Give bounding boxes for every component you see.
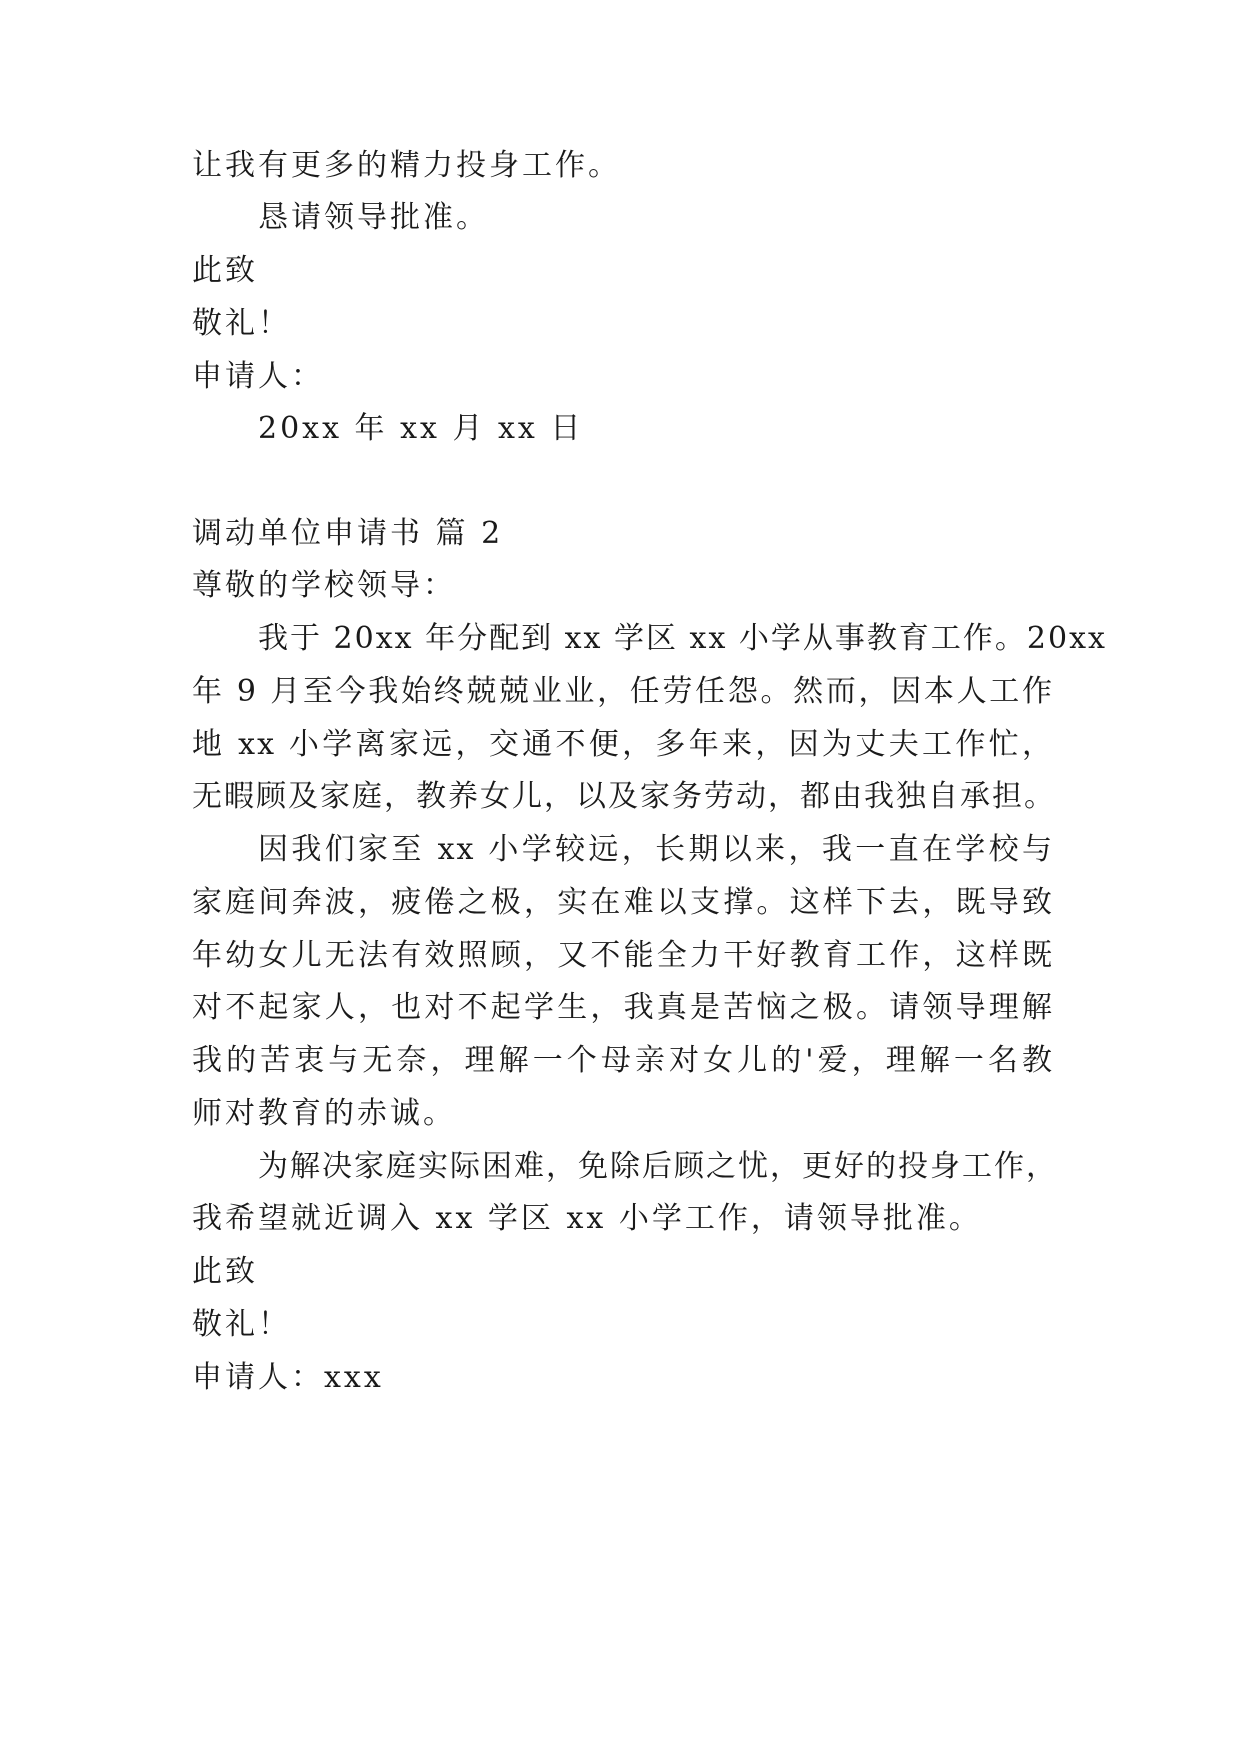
applicant-label: 申请人：xxx: [192, 1360, 384, 1395]
paragraph-line: 家庭间奔波，疲倦之极，实在难以支撑。这样下去，既导致: [192, 885, 1054, 920]
paragraph-line: 我的苦衷与无奈，理解一个母亲对女儿的'爱，理解一名教: [192, 1043, 1054, 1078]
section-title: 调动单位申请书 篇 2: [192, 516, 504, 551]
salutation: 尊敬的学校领导：: [192, 568, 456, 603]
paragraph-line: 我希望就近调入 xx 学区 xx 小学工作，请领导批准。: [192, 1201, 982, 1236]
paragraph-line: 年幼女儿无法有效照顾，又不能全力干好教育工作，这样既: [192, 938, 1054, 973]
paragraph-line: 无暇顾及家庭，教养女儿，以及家务劳动，都由我独自承担。: [192, 779, 1056, 814]
closing-line: 此致: [192, 1254, 258, 1289]
paragraph-line: 我于 20xx 年分配到 xx 学区 xx 小学从事教育工作。20xx: [258, 621, 1107, 656]
applicant-label: 申请人：: [192, 359, 324, 394]
paragraph-line: 年 9 月至今我始终兢兢业业，任劳任怨。然而，因本人工作: [192, 674, 1054, 709]
text-line: 让我有更多的精力投身工作。: [192, 148, 621, 183]
paragraph-line: 为解决家庭实际困难，免除后顾之忧，更好的投身工作，: [258, 1149, 1058, 1184]
closing-line: 敬礼！: [192, 1307, 291, 1342]
paragraph-line: 因我们家至 xx 小学较远，长期以来，我一直在学校与: [258, 832, 1054, 867]
closing-line: 敬礼！: [192, 306, 291, 341]
paragraph-line: 师对教育的赤诚。: [192, 1096, 456, 1131]
paragraph-line: 对不起家人，也对不起学生，我真是苦恼之极。请领导理解: [192, 990, 1054, 1025]
date-line: 20xx 年 xx 月 xx 日: [258, 411, 584, 446]
request-line: 恳请领导批准。: [258, 200, 489, 235]
closing-line: 此致: [192, 253, 258, 288]
paragraph-line: 地 xx 小学离家远，交通不便，多年来，因为丈夫工作忙，: [192, 727, 1054, 762]
